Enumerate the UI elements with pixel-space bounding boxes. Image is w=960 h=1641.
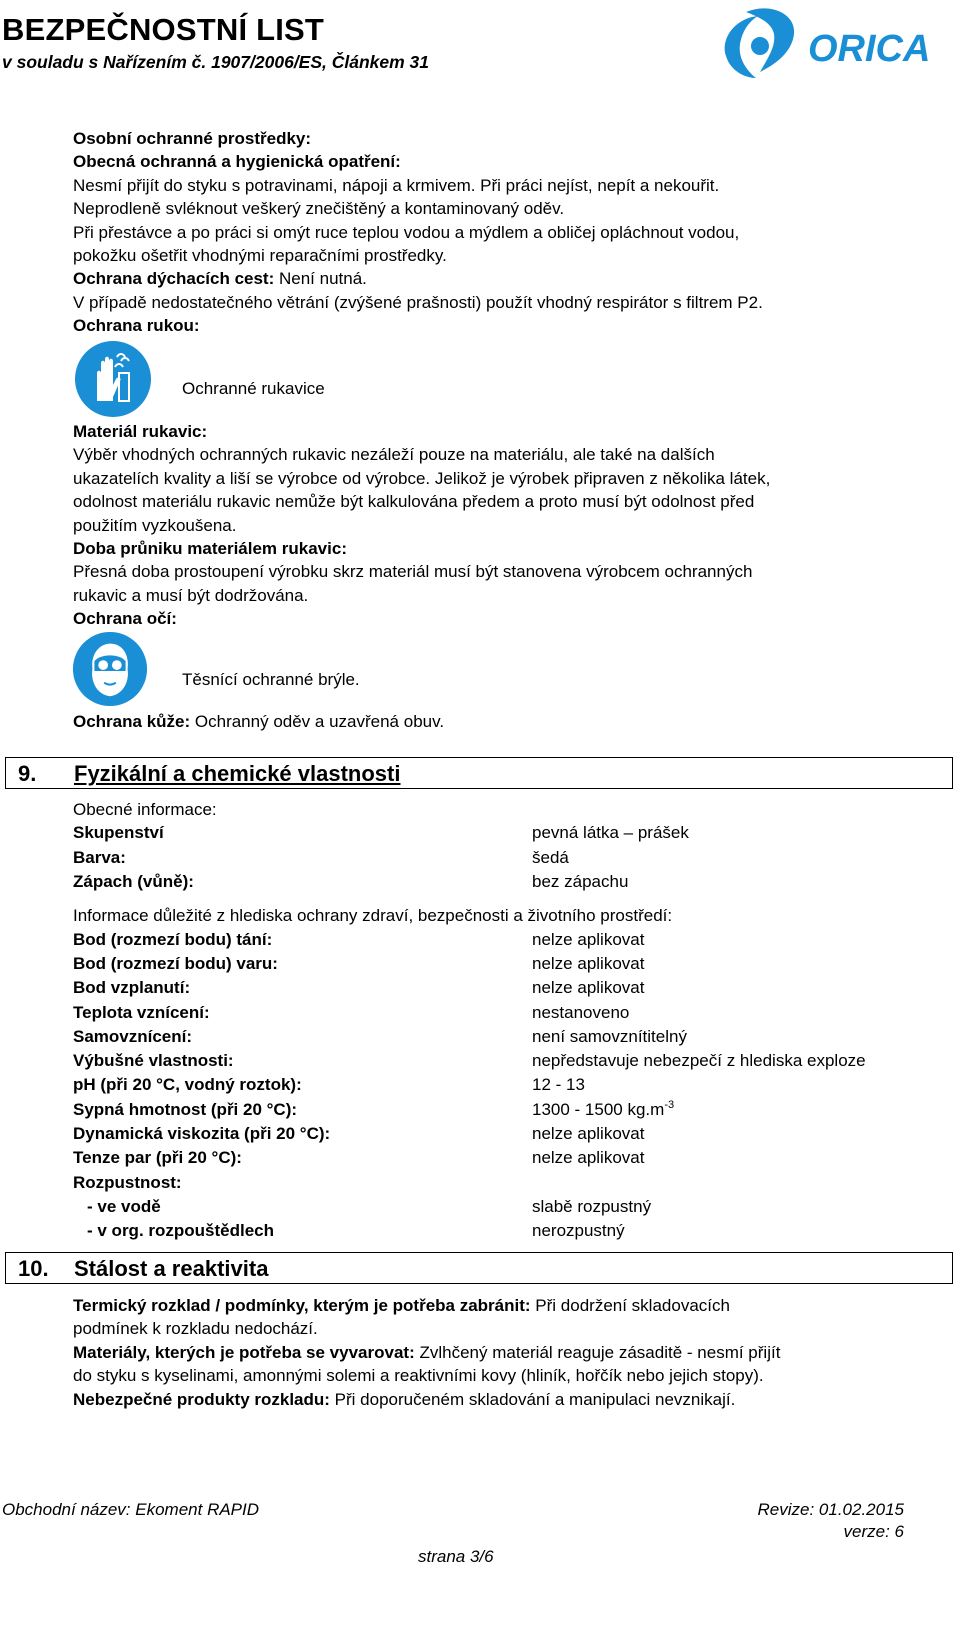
- decomposition-label: Nebezpečné produkty rozkladu:: [73, 1389, 330, 1409]
- property-value: nelze aplikovat: [532, 1124, 645, 1144]
- property-row: [73, 1049, 933, 1073]
- decomposition-text: Při doporučeném skladování a manipulaci nevznikají.: [334, 1389, 736, 1409]
- penetration-heading: Doba průniku materiálem rukavic:: [73, 539, 347, 559]
- material-line: použitím vyzkoušena.: [73, 515, 237, 535]
- orica-logo-icon: [716, 4, 956, 84]
- footer-trade-name: Obchodní název: Ekoment RAPID: [2, 1500, 260, 1519]
- orica-logo: [716, 4, 956, 84]
- skin-protection: [73, 710, 933, 733]
- property-value: nelze aplikovat: [532, 978, 645, 998]
- materials-text-line2: do styku s kyselinami, amonnými solemi a reaktivními kovy (hliník, hořčík nebo jejich stopy).: [73, 1366, 764, 1386]
- property-label: Barva:: [73, 847, 126, 867]
- material-line: odolnost materiálu rukavic nemůže být kalkulována předem a proto musí být odolnost před: [73, 492, 755, 512]
- property-label: Skupenství: [73, 823, 164, 843]
- section-10-number: 10.: [18, 1256, 49, 1281]
- skin-protection-value: Ochranný oděv a uzavřená obuv.: [194, 712, 445, 731]
- general-line: pokožku ošetřit vhodnými reparačními prostředky.: [73, 246, 447, 266]
- section-10-body: [73, 1294, 933, 1411]
- density-value: 1300 - 1500 kg.m: [532, 1099, 665, 1119]
- penetration-line: rukavic a musí být dodržována.: [73, 585, 309, 605]
- property-value: není samovznítitelný: [532, 1026, 687, 1046]
- footer-revision: Revize: 01.02.2015: [757, 1500, 904, 1519]
- respiratory-protection: [73, 267, 933, 290]
- property-label: Rozpustnost:: [73, 1172, 182, 1192]
- property-row: [73, 1171, 933, 1195]
- property-label: Bod vzplanutí:: [73, 978, 191, 998]
- property-label: Zápach (vůně):: [73, 872, 194, 891]
- property-label: pH (při 20 °C, vodný roztok):: [73, 1075, 302, 1095]
- thermal-label: Termický rozklad / podmínky, kterým je potřeba zabránit:: [73, 1296, 531, 1315]
- property-label: - ve vodě: [87, 1196, 161, 1216]
- ppe-block: [73, 127, 933, 338]
- property-value: nelze aplikovat: [532, 954, 645, 973]
- glove-material-block: [73, 420, 933, 631]
- property-value: šedá: [532, 847, 569, 867]
- materials-label: Materiály, kterých je potřeba se vyvarovat:: [73, 1342, 415, 1362]
- section-9-body: [73, 798, 933, 1244]
- general-info-label: Obecné informace:: [73, 800, 217, 819]
- eye-protection-heading: Ochrana očí:: [73, 609, 177, 629]
- property-label: Samovznícení:: [73, 1026, 193, 1046]
- property-row: [73, 1122, 933, 1146]
- goggles-icon: [71, 630, 151, 710]
- section-10-title: Stálost a reaktivita: [74, 1256, 269, 1281]
- important-info-label: Informace důležité z hlediska ochrany zdraví, bezpečnosti a životního prostředí:: [73, 906, 673, 926]
- skin-protection-label: Ochrana kůže:: [73, 712, 191, 731]
- property-row: [73, 1098, 933, 1122]
- property-label: Bod (rozmezí bodu) tání:: [73, 929, 273, 949]
- footer-page-number: strana 3/6: [418, 1547, 494, 1566]
- section-9-header: [5, 757, 953, 789]
- property-label: Dynamická viskozita (při 20 °C):: [73, 1124, 331, 1144]
- property-value: pevná látka – prášek: [532, 823, 689, 843]
- property-label: Bod (rozmezí bodu) varu:: [73, 954, 278, 973]
- property-row: [73, 1146, 933, 1170]
- materials-to-avoid: [73, 1341, 933, 1364]
- property-value: bez zápachu: [532, 872, 629, 891]
- property-row: [73, 1219, 933, 1243]
- glove-material-heading: Materiál rukavic:: [73, 422, 208, 441]
- gloves-icon: [73, 339, 153, 419]
- property-value: [532, 1098, 674, 1124]
- document-title: BEZPEČNOSTNÍ LIST: [2, 12, 325, 47]
- property-row: [73, 928, 933, 952]
- property-value: slabě rozpustný: [532, 1196, 652, 1216]
- thermal-decomposition: [73, 1294, 933, 1317]
- property-row: [73, 1001, 933, 1025]
- property-row: [73, 1195, 933, 1219]
- gloves-caption: Ochranné rukavice: [182, 379, 325, 398]
- respiratory-line: V případě nedostatečného větrání (zvýšené prašnosti) použít vhodný respirátor s filtrem P2.: [73, 292, 763, 312]
- property-value: nelze aplikovat: [532, 1148, 645, 1168]
- ppe-heading: Osobní ochranné prostředky:: [73, 129, 312, 148]
- property-label: Výbušné vlastnosti:: [73, 1051, 234, 1071]
- property-label: Teplota vznícení:: [73, 1002, 210, 1022]
- hand-protection-heading: Ochrana rukou:: [73, 316, 200, 336]
- property-row: [73, 821, 933, 845]
- material-line: ukazatelích kvality a liší se výrobce od výrobce. Jelikož je výrobek připraven z několika látek,: [73, 468, 771, 488]
- goggles-caption: Těsnící ochranné brýle.: [182, 670, 360, 689]
- section-10-header: [5, 1252, 953, 1284]
- thermal-text-line2: podmínek k rozkladu nedochází.: [73, 1319, 318, 1339]
- penetration-line: Přesná doba prostoupení výrobku skrz materiál musí být stanovena výrobcem ochranných: [73, 562, 753, 582]
- density-exponent: -3: [664, 1098, 675, 1111]
- property-row: [73, 846, 933, 870]
- materials-text: Zvlhčený materiál reaguje zásaditě - nesmí přijít: [419, 1342, 781, 1362]
- respiratory-value: Není nutná.: [279, 269, 367, 289]
- general-line: Neprodleně svléknout veškerý znečištěný a kontaminovaný oděv.: [73, 199, 565, 219]
- property-label: Tenze par (při 20 °C):: [73, 1148, 242, 1168]
- property-row: [73, 952, 933, 976]
- property-label: - v org. rozpouštědlech: [87, 1221, 275, 1241]
- property-value: nerozpustný: [532, 1221, 625, 1241]
- general-line: Při přestávce a po práci si omýt ruce teplou vodou a mýdlem a obličej opláchnout vodou,: [73, 222, 740, 242]
- footer-version: verze: 6: [843, 1522, 904, 1541]
- respiratory-label: Ochrana dýchacích cest:: [73, 269, 275, 289]
- property-value: nelze aplikovat: [532, 929, 645, 949]
- general-line: Nesmí přijít do styku s potravinami, nápoji a krmivem. Při práci nejíst, nepít a nekouřit.: [73, 175, 720, 195]
- document-subtitle: v souladu s Nařízením č. 1907/2006/ES, Článkem 31: [2, 52, 430, 72]
- property-label: Sypná hmotnost (při 20 °C):: [73, 1099, 298, 1119]
- thermal-text: Při dodržení skladovacích: [535, 1296, 730, 1315]
- property-value: nestanoveno: [532, 1002, 630, 1022]
- section-9-number: 9.: [18, 761, 37, 786]
- section-9-title: Fyzikální a chemické vlastnosti: [74, 761, 401, 786]
- property-row: [73, 870, 933, 894]
- property-row: [73, 1073, 933, 1097]
- property-row: [73, 1025, 933, 1049]
- property-value: 12 - 13: [532, 1075, 585, 1095]
- general-measures-heading: Obecná ochranná a hygienická opatření:: [73, 152, 401, 172]
- decomposition-products: [73, 1388, 933, 1411]
- property-value: nepředstavuje nebezpečí z hlediska exploze: [532, 1051, 866, 1071]
- material-line: Výběr vhodných ochranných rukavic nezáleží pouze na materiálu, ale také na dalších: [73, 445, 715, 465]
- property-row: [73, 976, 933, 1000]
- logo-text: ORICA: [808, 28, 931, 70]
